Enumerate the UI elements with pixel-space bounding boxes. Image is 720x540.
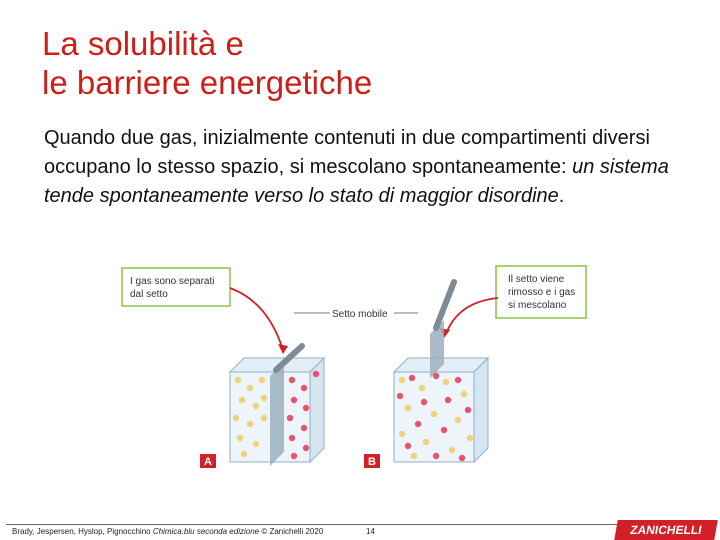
credit-book: Chimica.blu seconda edizione [152, 527, 260, 536]
footer-divider [6, 524, 618, 525]
page-title [42, 24, 372, 102]
partition-b-rod [436, 282, 454, 328]
gas-mixing-figure [118, 262, 576, 492]
container-a [200, 346, 324, 468]
label-a: A [204, 456, 212, 468]
callout-left-box [122, 268, 230, 306]
footer-credit [12, 527, 323, 536]
title-line-1: La solubilità e [42, 25, 244, 62]
publisher-logo: ZANICHELLI [614, 520, 718, 540]
credit-authors: Brady, Jespersen, Hyslop, Pignocchino [12, 527, 153, 536]
callout-left-line2: dal setto [130, 289, 168, 300]
center-label: Setto mobile [332, 309, 388, 320]
label-b: B [368, 456, 376, 468]
callout-right-line1: Il setto viene [508, 274, 565, 285]
body-end: . [558, 185, 565, 207]
arrow-left-head [278, 344, 288, 354]
callout-right-line3: si mescolano [508, 300, 567, 311]
arrow-left [230, 288, 283, 350]
callout-left-line1: I gas sono separati [130, 276, 215, 287]
body-emphasis: un sistema tende spontaneamente verso lo stato di maggior disordine [44, 156, 669, 207]
partition-a [270, 362, 284, 466]
credit-publisher: © Zanichelli 2020 [259, 527, 324, 536]
page-number: 14 [366, 527, 375, 536]
body-intro: Quando due gas, inizialmente contenuti in due compartimenti diversi occupano lo stesso spazio, si mescolano spontaneamente: [44, 127, 650, 178]
callout-right-line2: rimosso e i gas [508, 287, 576, 298]
arrow-right [446, 298, 498, 334]
title-line-2: le barriere energetiche [42, 64, 373, 101]
body-paragraph [44, 124, 684, 211]
